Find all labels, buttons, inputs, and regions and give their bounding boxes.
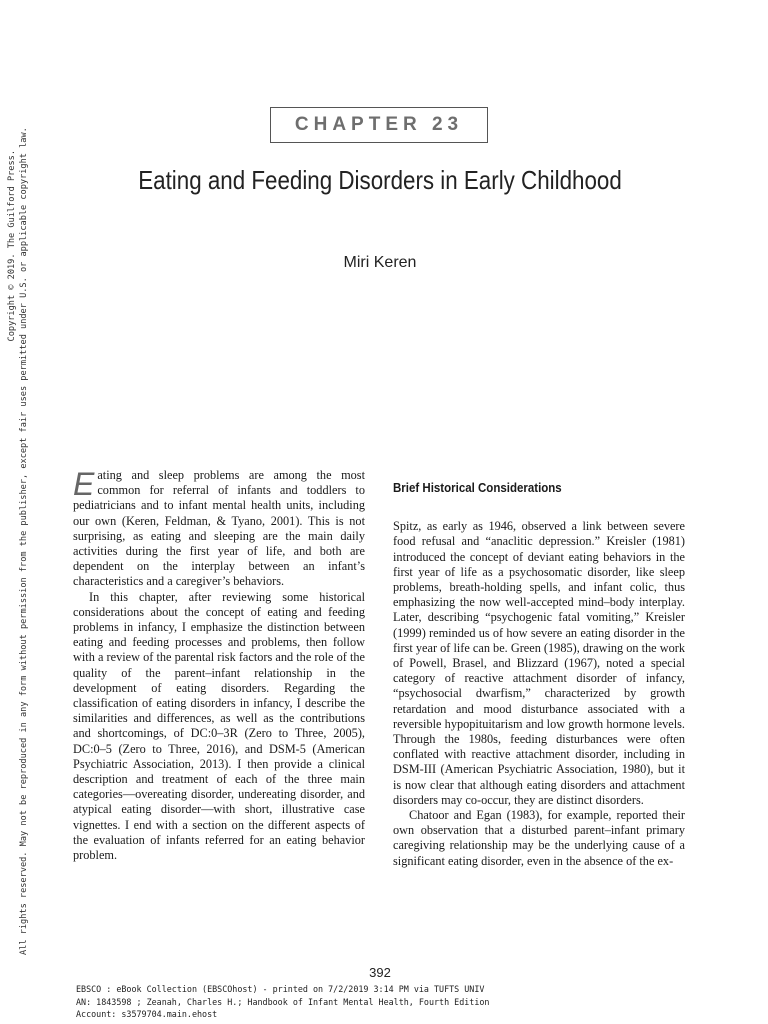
page-number: 392 [369, 965, 391, 980]
history-paragraph: Spitz, as early as 1946, observed a link between severe food refusal and “anaclitic depression.” Kreisler (1981) introduced the concept of deviant eating behaviors in the first year of life as a psychosomatic disorder, like sleep problems, breath-holding spells, and infant colic, thus emphasizing the now well-accepted mind–body interplay. Later, describing “psychogenic fatal vomiting,” Kreisler (1999) reminded us of how severe an eating disorder in the first year of life can be. Green (1985), drawing on the work of Powell, Brasel, and Blizzard (1967), noted a special category of reactive attachment disorder of infancy, “psychosocial dwarfism,” characterized by growth retardation and mood disturbance associated with a reversible hypopituitarism and low growth hormone levels. Through the 1980s, feeding disturbances were often conflated with reactive attachment disorder, including in DSM-III (American Psychiatric Association, 1980), but it is now clear that although eating disorders and attachment disorders may co-occur, they are distinct disorders. [393, 519, 685, 807]
right-column [393, 468, 685, 995]
author-name: Miri Keren [343, 254, 417, 271]
footer-line-3: Account: s3579704.main.ehost [76, 1009, 218, 1019]
right-column-body [393, 519, 685, 995]
section-heading: Brief Historical Considerations [393, 481, 562, 495]
left-column [73, 468, 365, 863]
drop-cap: E [73, 466, 95, 502]
footer-line-1: EBSCO : eBook Collection (EBSCOhost) - printed on 7/2/2019 3:14 PM via TUFTS UNIV [76, 984, 485, 994]
intro-paragraph [73, 468, 365, 590]
chatoor-paragraph: Chatoor and Egan (1983), for example, reported their own observation that a disturbed parent–infant primary caregiving relationship may be the underlying cause of a significant eating disorder, even in the absence of the ex- [393, 808, 685, 868]
chapter-label: CHAPTER 23 [270, 107, 488, 143]
chapter-title: Eating and Feeding Disorders in Early Childhood [138, 165, 622, 195]
rights-line: All rights reserved. May not be reproduced in any form without permission from the publisher, except fair uses permitted under U.S. or applicable copyright law. [19, 127, 29, 955]
intro-paragraph-text: ating and sleep problems are among the most common for referral of infants and toddlers to pediatricians and to infant mental health units, including our own (Keren, Feldman, & Tyano, 2001). This is not surprising, as eating and sleeping are the main daily activities during the first year of life, and both are dependent on the interplay between an infant’s characteristics and a caregiver’s behaviors. [73, 468, 365, 589]
footer-line-2: AN: 1843598 ; Zeanah, Charles H.; Handbook of Infant Mental Health, Fourth Edition [76, 996, 490, 1007]
ebsco-footer [76, 983, 489, 1021]
copyright-line: Copyright © 2019. The Guilford Press. [7, 150, 17, 342]
overview-paragraph: In this chapter, after reviewing some historical considerations about the concept of eating and feeding problems in infancy, I emphasize the distinction between eating and feeding processes and problems, then follow with a review of the parental risk factors and the role of the quality of the parent–infant relationship in the development of eating disorders. Regarding the classification of eating disorders in infancy, I describe the similarities and differences, as well as the contributions and shortcomings, of DC:0–3R (Zero to Three, 2005), DC:0–5 (Zero to Three, 2016), and DSM-5 (American Psychiatric Association, 2013). I then provide a clinical description and treatment of each of the three main categories—overeating disorder, undereating disorder, and atypical eating disorder—with short, illustrative case vignettes. I end with a section on the different aspects of the evaluation of infants referred for an eating behavior problem. [73, 589, 365, 863]
